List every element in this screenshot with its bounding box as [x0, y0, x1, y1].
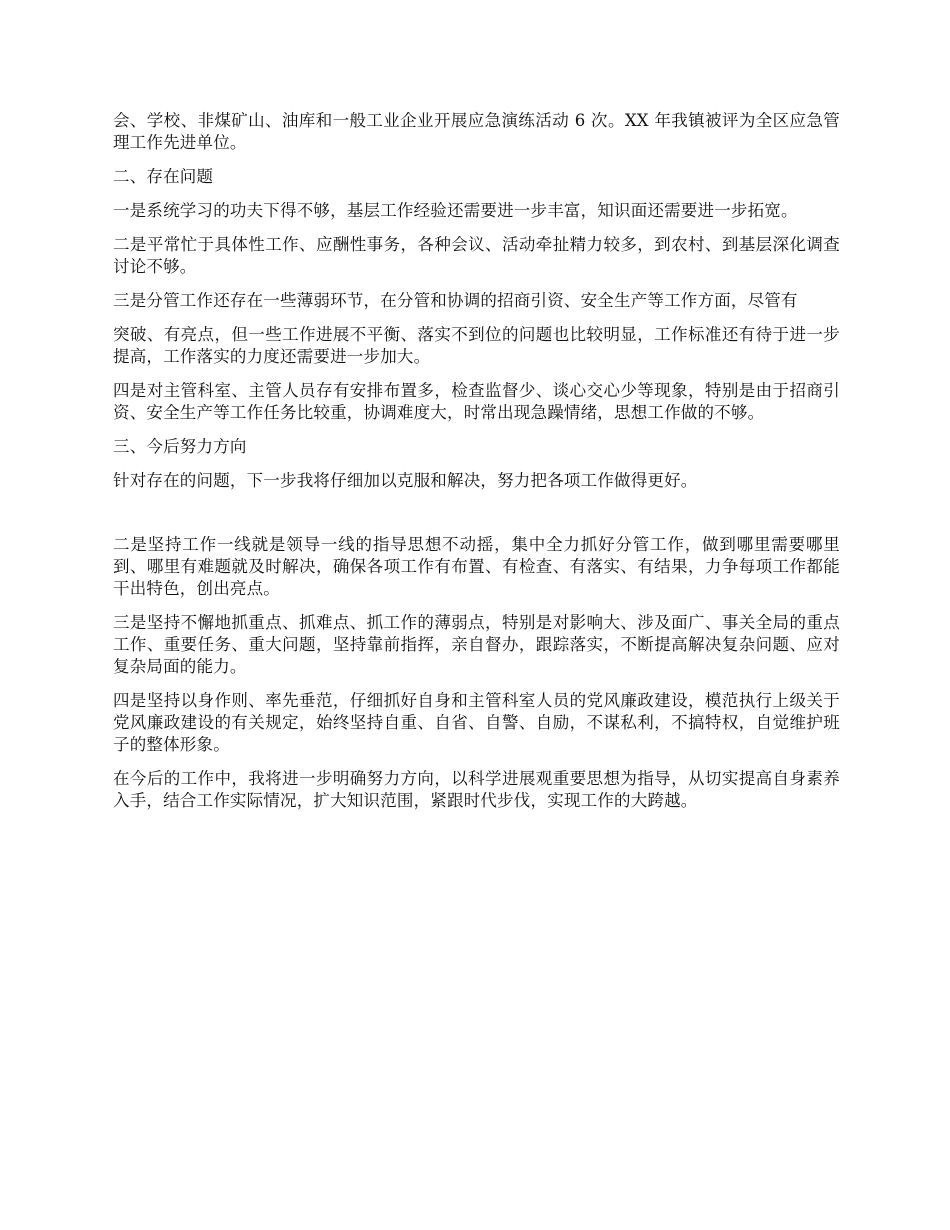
issue-paragraph-2: 二是平常忙于具体性工作、应酬性事务，各种会议、活动牵扯精力较多，到农村、到基层深化调查讨论不够。	[113, 235, 840, 276]
section-gap	[113, 504, 840, 534]
issue-paragraph-3-continued: 突破、有亮点，但一些工作进展不平衡、落实不到位的问题也比较明显，工作标准还有待于进一步提高，工作落实的力度还需要进一步加大。	[113, 325, 840, 366]
issue-paragraph-4: 四是对主管科室、主管人员存有安排布置多，检查监督少、谈心交心少等现象，特别是由于招商引资、安全生产等工作任务比较重，协调难度大，时常出现急躁情绪，思想工作做的不够。	[113, 381, 840, 422]
issue-paragraph-1: 一是系统学习的功夫下得不够，基层工作经验还需要进一步丰富，知识面还需要进一步拓宽。	[113, 201, 798, 220]
document-body	[113, 110, 840, 824]
issue-paragraph-3: 三是分管工作还存在一些薄弱环节，在分管和协调的招商引资、安全生产等工作方面，尽管有	[113, 291, 798, 310]
direction-item-4: 四是坚持以身作则、率先垂范，仔细抓好自身和主管科室人员的党风廉政建设，模范执行上级关于党风廉政建设的有关规定，始终坚持自重、自省、自警、自励，不谋私利，不搞特权，自觉维护班子的整体形象。	[113, 691, 840, 754]
heading-issues: 二、存在问题	[113, 167, 214, 186]
heading-direction: 三、今后努力方向	[113, 437, 247, 456]
direction-item-2: 二是坚持工作一线就是领导一线的指导思想不动摇，集中全力抓好分管工作，做到哪里需要哪里到、哪里有难题就及时解决，确保各项工作有布置、有检查、有落实、有结果，力争每项工作都能干出特色，创出亮点。	[113, 535, 840, 598]
closing-paragraph: 在今后的工作中，我将进一步明确努力方向，以科学进展观重要思想为指导，从切实提高自身素养入手，结合工作实际情况，扩大知识范围，紧跟时代步伐，实现工作的大跨越。	[113, 769, 840, 810]
direction-item-3: 三是坚持不懈地抓重点、抓难点、抓工作的薄弱点，特别是对影响大、涉及面广、事关全局的重点工作、重要任务、重大问题，坚持靠前指挥，亲自督办，跟踪落实，不断提高解决复杂问题、应对复杂局面的能力。	[113, 613, 840, 676]
paragraph-drill-summary: 会、学校、非煤矿山、油库和一般工业企业开展应急演练活动 6 次。XX 年我镇被评为全区应急管理工作先进单位。	[113, 111, 840, 152]
direction-intro: 针对存在的问题，下一步我将仔细加以克服和解决，努力把各项工作做得更好。	[113, 471, 698, 490]
